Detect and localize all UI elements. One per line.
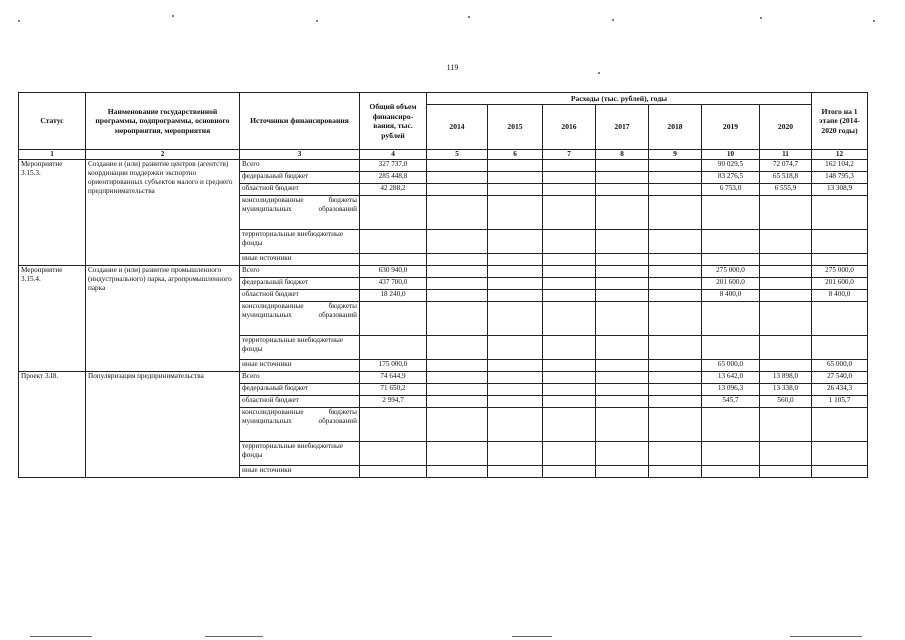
year-amount-cell (488, 372, 543, 384)
year-2020-cell (760, 408, 812, 442)
table-row (19, 372, 868, 384)
year-2019-cell (702, 408, 760, 442)
column-number-row (19, 150, 868, 160)
scan-edge-line (30, 636, 92, 637)
year-amount-cell (427, 384, 488, 396)
header-source: Источники финансирования (240, 93, 360, 150)
year-amount-cell (427, 372, 488, 384)
year-amount-cell (543, 360, 596, 372)
year-amount-cell (488, 442, 543, 466)
year-2020-cell (760, 254, 812, 266)
total-amount-cell: 327 737,0 (360, 160, 427, 172)
funding-source-cell: Всего (240, 266, 360, 278)
year-2019-cell (702, 196, 760, 230)
column-number: 12 (812, 150, 868, 160)
year-amount-cell (543, 466, 596, 478)
scan-speck (316, 20, 318, 22)
scan-speck (612, 19, 614, 21)
year-amount-cell (427, 360, 488, 372)
year-amount-cell (543, 396, 596, 408)
year-amount-cell (543, 266, 596, 278)
year-2019-cell (702, 254, 760, 266)
year-amount-cell (649, 442, 702, 466)
year-2019-cell (702, 230, 760, 254)
year-2020-cell (760, 442, 812, 466)
status-cell: Мероприятие 3.15.4. (19, 266, 86, 372)
year-amount-cell (427, 278, 488, 290)
stage-total-cell (812, 254, 868, 266)
header-year: 2014 (427, 105, 488, 150)
stage-total-cell: 8 400,0 (812, 290, 868, 302)
year-amount-cell (596, 196, 649, 230)
stage-total-cell: 148 795,3 (812, 172, 868, 184)
funding-source-cell: консолидированные бюджеты муниципальных образований (240, 408, 360, 442)
year-2020-cell: 6 555,9 (760, 184, 812, 196)
year-2019-cell (702, 302, 760, 336)
year-amount-cell (596, 466, 649, 478)
year-amount-cell (427, 184, 488, 196)
funding-source-cell: территориальные внебюджетные фонды (240, 336, 360, 360)
funding-source-cell: федеральный бюджет (240, 172, 360, 184)
total-amount-cell: 630 940,0 (360, 266, 427, 278)
year-2019-cell: 13 642,0 (702, 372, 760, 384)
table-body (19, 160, 868, 478)
table-row (19, 266, 868, 278)
header-status: Статус (19, 93, 86, 150)
year-amount-cell (649, 160, 702, 172)
total-amount-cell (360, 302, 427, 336)
year-amount-cell (427, 442, 488, 466)
funding-source-cell: консолидированные бюджеты муниципальных образований (240, 302, 360, 336)
stage-total-cell (812, 408, 868, 442)
year-2019-cell: 8 400,0 (702, 290, 760, 302)
funding-source-cell: федеральный бюджет (240, 384, 360, 396)
year-2020-cell: 560,0 (760, 396, 812, 408)
funding-source-cell: областной бюджет (240, 290, 360, 302)
year-amount-cell (488, 266, 543, 278)
funding-source-cell: территориальные внебюджетные фонды (240, 442, 360, 466)
year-2019-cell: 83 276,5 (702, 172, 760, 184)
total-amount-cell: 437 700,0 (360, 278, 427, 290)
year-amount-cell (488, 172, 543, 184)
year-amount-cell (488, 408, 543, 442)
year-2019-cell: 13 096,3 (702, 384, 760, 396)
year-amount-cell (649, 302, 702, 336)
year-2020-cell (760, 290, 812, 302)
scan-edge-line (205, 636, 263, 637)
year-amount-cell (488, 302, 543, 336)
total-amount-cell (360, 254, 427, 266)
stage-total-cell: 27 540,0 (812, 372, 868, 384)
year-amount-cell (649, 172, 702, 184)
stage-total-cell: 65 000,0 (812, 360, 868, 372)
year-amount-cell (427, 408, 488, 442)
year-amount-cell (488, 360, 543, 372)
total-amount-cell (360, 196, 427, 230)
year-amount-cell (488, 278, 543, 290)
scan-edge-line (512, 636, 552, 637)
stage-total-cell: 162 104,2 (812, 160, 868, 172)
year-2020-cell (760, 266, 812, 278)
year-amount-cell (543, 372, 596, 384)
status-cell: Мероприятие 3.15.3. (19, 160, 86, 266)
stage-total-cell: 26 434,3 (812, 384, 868, 396)
stage-total-cell (812, 230, 868, 254)
measure-name-cell: Популяризация предпринимательства (86, 372, 240, 478)
funding-source-cell: Всего (240, 372, 360, 384)
total-amount-cell (360, 442, 427, 466)
funding-source-cell: территориальные внебюджетные фонды (240, 230, 360, 254)
year-amount-cell (649, 384, 702, 396)
measure-name-cell: Создание и (или) развитие центров (агентств) координации поддержки экспортно ориентированных субъектов малого и среднего предпринимательства (86, 160, 240, 266)
scan-speck (598, 72, 600, 74)
stage-total-cell (812, 442, 868, 466)
stage-total-cell (812, 336, 868, 360)
funding-source-cell: иные источники (240, 466, 360, 478)
year-amount-cell (427, 466, 488, 478)
year-amount-cell (543, 302, 596, 336)
year-amount-cell (596, 408, 649, 442)
year-amount-cell (649, 372, 702, 384)
stage-total-cell: 201 600,0 (812, 278, 868, 290)
year-amount-cell (596, 266, 649, 278)
total-amount-cell: 18 240,0 (360, 290, 427, 302)
page-number: 119 (446, 63, 459, 72)
year-2019-cell: 275 000,0 (702, 266, 760, 278)
year-amount-cell (427, 172, 488, 184)
year-amount-cell (488, 396, 543, 408)
funding-source-cell: федеральный бюджет (240, 278, 360, 290)
financing-table (18, 92, 868, 478)
year-2019-cell: 6 753,0 (702, 184, 760, 196)
stage-total-cell (812, 196, 868, 230)
stage-total-cell (812, 466, 868, 478)
year-amount-cell (543, 184, 596, 196)
year-amount-cell (596, 278, 649, 290)
year-2020-cell: 13 898,0 (760, 372, 812, 384)
year-amount-cell (649, 196, 702, 230)
year-amount-cell (649, 184, 702, 196)
funding-source-cell: Всего (240, 160, 360, 172)
year-amount-cell (543, 278, 596, 290)
year-amount-cell (488, 184, 543, 196)
column-number: 5 (427, 150, 488, 160)
total-amount-cell: 74 644,9 (360, 372, 427, 384)
year-amount-cell (488, 290, 543, 302)
year-amount-cell (543, 336, 596, 360)
year-amount-cell (649, 254, 702, 266)
column-number: 3 (240, 150, 360, 160)
stage-total-cell: 275 000,0 (812, 266, 868, 278)
year-2019-cell (702, 466, 760, 478)
year-amount-cell (596, 184, 649, 196)
year-amount-cell (543, 290, 596, 302)
column-number: 1 (19, 150, 86, 160)
total-amount-cell (360, 336, 427, 360)
total-amount-cell: 42 288,2 (360, 184, 427, 196)
year-amount-cell (488, 196, 543, 230)
column-number: 11 (760, 150, 812, 160)
total-amount-cell (360, 408, 427, 442)
year-2020-cell (760, 302, 812, 336)
header-name: Наименование государственной программы, подпрограммы, основного мероприятия, мероприятия (86, 93, 240, 150)
total-amount-cell: 2 994,7 (360, 396, 427, 408)
year-amount-cell (596, 396, 649, 408)
column-number: 8 (596, 150, 649, 160)
year-amount-cell (596, 372, 649, 384)
total-amount-cell: 175 000,0 (360, 360, 427, 372)
stage-total-cell: 1 105,7 (812, 396, 868, 408)
year-amount-cell (543, 172, 596, 184)
year-amount-cell (543, 442, 596, 466)
year-amount-cell (596, 160, 649, 172)
year-2019-cell: 201 600,0 (702, 278, 760, 290)
year-amount-cell (543, 160, 596, 172)
funding-source-cell: иные источники (240, 254, 360, 266)
funding-source-cell: иные источники (240, 360, 360, 372)
year-2019-cell: 65 000,0 (702, 360, 760, 372)
total-amount-cell (360, 466, 427, 478)
header-year: 2017 (596, 105, 649, 150)
year-2020-cell (760, 466, 812, 478)
year-amount-cell (596, 360, 649, 372)
year-amount-cell (543, 384, 596, 396)
year-amount-cell (649, 278, 702, 290)
scan-edge-line (790, 636, 862, 637)
year-amount-cell (427, 266, 488, 278)
year-amount-cell (427, 254, 488, 266)
year-2020-cell (760, 230, 812, 254)
year-amount-cell (543, 408, 596, 442)
stage-total-cell: 13 308,9 (812, 184, 868, 196)
funding-source-cell: областной бюджет (240, 184, 360, 196)
column-number: 4 (360, 150, 427, 160)
year-2020-cell: 72 074,7 (760, 160, 812, 172)
year-amount-cell (649, 360, 702, 372)
table-row (19, 160, 868, 172)
scan-speck (760, 17, 762, 19)
year-amount-cell (649, 266, 702, 278)
year-2019-cell: 90 029,5 (702, 160, 760, 172)
column-number: 7 (543, 150, 596, 160)
header-year: 2018 (649, 105, 702, 150)
year-amount-cell (427, 196, 488, 230)
year-amount-cell (596, 336, 649, 360)
year-amount-cell (427, 302, 488, 336)
total-amount-cell (360, 230, 427, 254)
scan-speck (468, 16, 470, 18)
year-amount-cell (649, 290, 702, 302)
year-amount-cell (488, 254, 543, 266)
year-amount-cell (427, 396, 488, 408)
header-expenses: Расходы (тыс. рублей), годы (427, 93, 812, 105)
total-amount-cell: 285 448,8 (360, 172, 427, 184)
year-2020-cell (760, 336, 812, 360)
year-amount-cell (596, 254, 649, 266)
column-number: 10 (702, 150, 760, 160)
year-amount-cell (649, 466, 702, 478)
year-amount-cell (488, 160, 543, 172)
year-amount-cell (427, 230, 488, 254)
year-2020-cell (760, 360, 812, 372)
year-amount-cell (649, 408, 702, 442)
year-amount-cell (488, 230, 543, 254)
year-2019-cell (702, 336, 760, 360)
year-amount-cell (488, 466, 543, 478)
year-2019-cell (702, 442, 760, 466)
year-2020-cell (760, 278, 812, 290)
year-amount-cell (596, 302, 649, 336)
header-year: 2015 (488, 105, 543, 150)
measure-name-cell: Создание и (или) развитие промышленного (индустриального) парка, агропромышленного парка (86, 266, 240, 372)
year-amount-cell (596, 384, 649, 396)
year-2019-cell: 545,7 (702, 396, 760, 408)
year-amount-cell (488, 336, 543, 360)
scan-speck (873, 20, 875, 22)
year-amount-cell (649, 336, 702, 360)
year-amount-cell (488, 384, 543, 396)
header-total: Общий объем финансиро-вания, тыс. рублей (360, 93, 427, 150)
year-amount-cell (649, 230, 702, 254)
scan-speck (18, 20, 20, 22)
year-amount-cell (543, 230, 596, 254)
total-amount-cell: 71 650,2 (360, 384, 427, 396)
column-number: 6 (488, 150, 543, 160)
year-amount-cell (543, 254, 596, 266)
stage-total-cell (812, 302, 868, 336)
year-amount-cell (427, 160, 488, 172)
year-amount-cell (596, 230, 649, 254)
year-amount-cell (427, 336, 488, 360)
header-year: 2020 (760, 105, 812, 150)
year-amount-cell (427, 290, 488, 302)
year-amount-cell (596, 442, 649, 466)
year-amount-cell (543, 196, 596, 230)
year-amount-cell (649, 396, 702, 408)
scan-speck (172, 15, 174, 17)
header-year: 2019 (702, 105, 760, 150)
funding-source-cell: областной бюджет (240, 396, 360, 408)
header-year: 2016 (543, 105, 596, 150)
year-2020-cell (760, 196, 812, 230)
column-number: 9 (649, 150, 702, 160)
year-2020-cell: 13 338,0 (760, 384, 812, 396)
year-2020-cell: 65 518,8 (760, 172, 812, 184)
year-amount-cell (596, 290, 649, 302)
header-stage-total: Итого на 1 этапе (2014-2020 годы) (812, 93, 868, 150)
funding-source-cell: консолидированные бюджеты муниципальных образований (240, 196, 360, 230)
year-amount-cell (596, 172, 649, 184)
column-number: 2 (86, 150, 240, 160)
status-cell: Проект 3.I8. (19, 372, 86, 478)
